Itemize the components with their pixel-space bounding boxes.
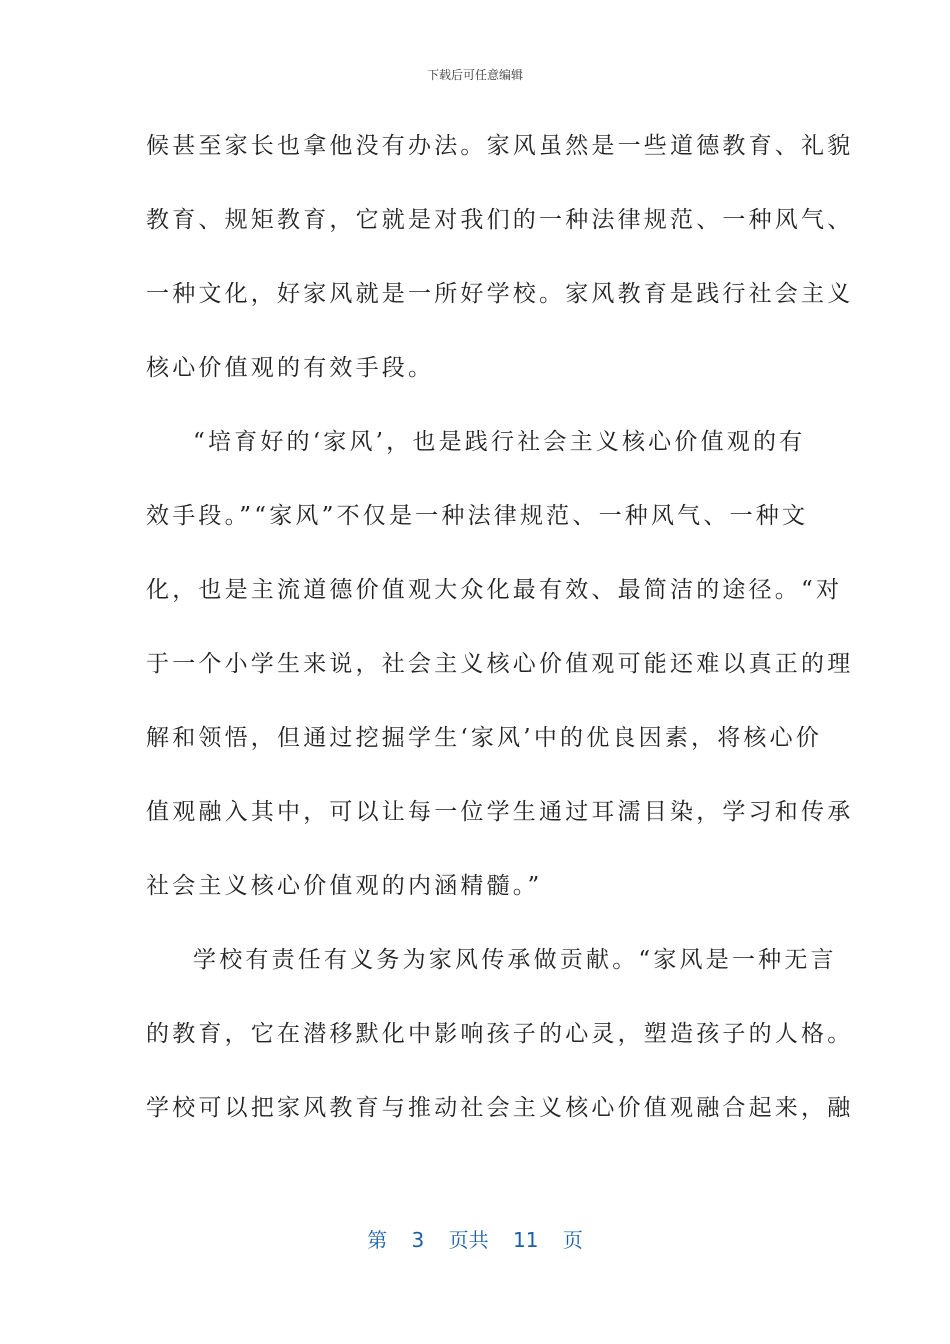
text-line: 学校有责任有义务为家风传承做贡献。“家风是一种无言 bbox=[193, 947, 837, 973]
text-line: 的教育，它在潜移默化中影响孩子的心灵，塑造孩子的人格。 bbox=[146, 1021, 854, 1047]
current-page-number: 3 bbox=[411, 1228, 425, 1252]
total-page-count: 11 bbox=[513, 1228, 539, 1252]
text-line: 核心价值观的有效手段。 bbox=[146, 355, 435, 381]
footer-suffix: 页 bbox=[562, 1228, 583, 1252]
text-line: 一种文化，好家风就是一所好学校。家风教育是践行社会主义 bbox=[146, 281, 854, 307]
page-footer bbox=[0, 1224, 950, 1253]
text-line: 社会主义核心价值观的内涵精髓。” bbox=[146, 873, 543, 899]
text-line: 化，也是主流道德价值观大众化最有效、最简洁的途径。“对 bbox=[146, 577, 843, 603]
text-line: 值观融入其中，可以让每一位学生通过耳濡目染，学习和传承 bbox=[146, 799, 854, 825]
footer-mid: 页共 bbox=[448, 1228, 489, 1252]
page-header: 下载后可任意编辑 bbox=[426, 68, 523, 82]
text-line: “培育好的‘家风’，也是践行社会主义核心价值观的有 bbox=[193, 429, 806, 455]
text-line: 效手段。”“家风”不仅是一种法律规范、一种风气、一种文 bbox=[146, 503, 809, 529]
text-line: 教育、规矩教育，它就是对我们的一种法律规范、一种风气、 bbox=[146, 207, 854, 233]
text-line: 于一个小学生来说，社会主义核心价值观可能还难以真正的理 bbox=[146, 651, 854, 677]
text-line: 解和领悟，但通过挖掘学生‘家风’中的优良因素，将核心价 bbox=[146, 725, 823, 751]
text-line: 候甚至家长也拿他没有办法。家风虽然是一些道德教育、礼貌 bbox=[146, 133, 854, 159]
footer-prefix: 第 bbox=[367, 1228, 388, 1252]
text-line: 学校可以把家风教育与推动社会主义核心价值观融合起来，融 bbox=[146, 1095, 854, 1121]
